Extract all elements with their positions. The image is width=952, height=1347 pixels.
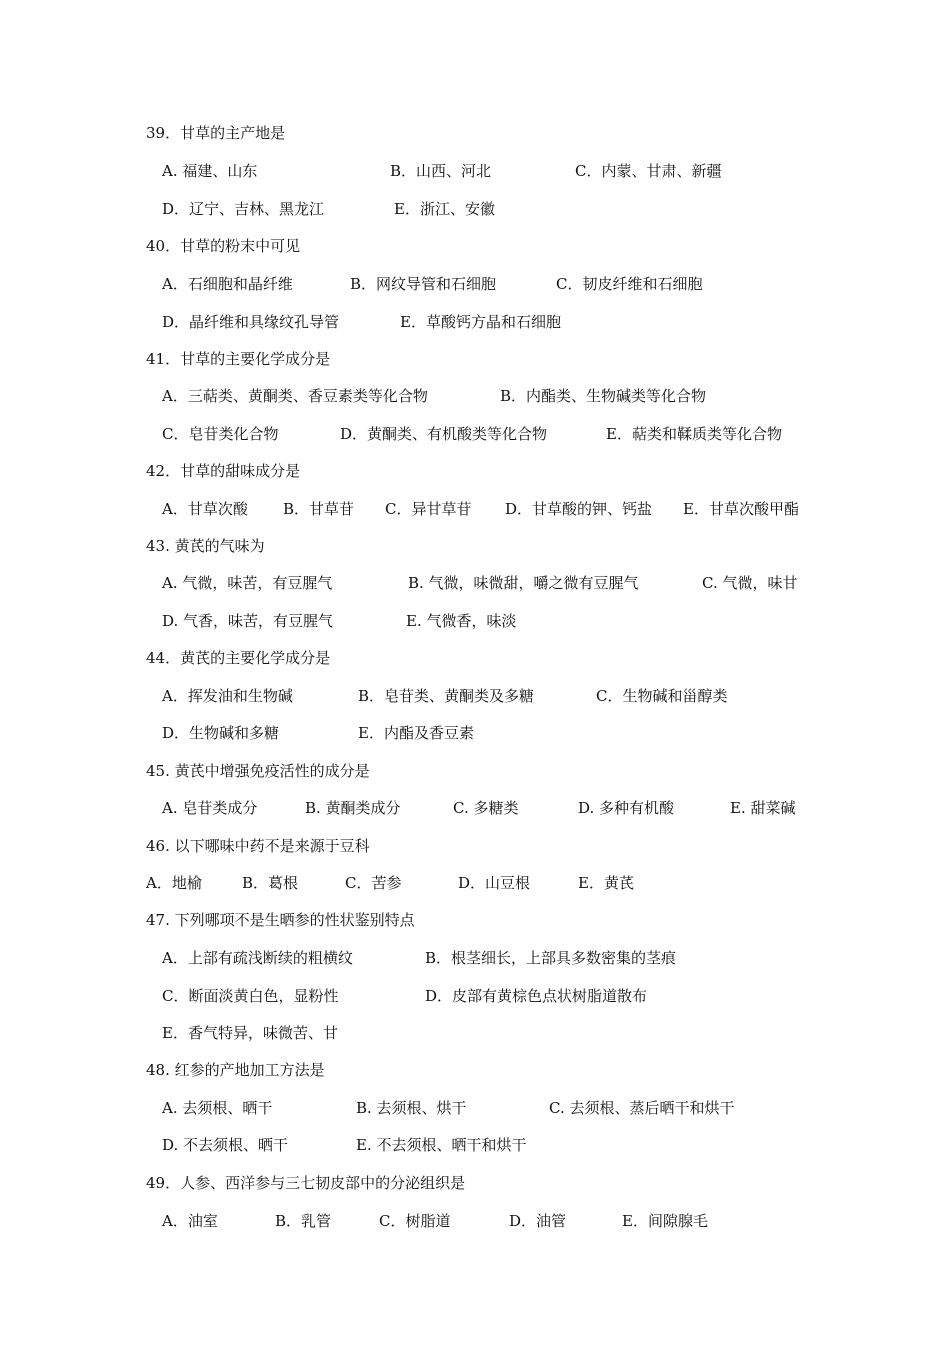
q44-option-c: C．生物碱和甾醇类 bbox=[596, 687, 728, 705]
question-49: 49．人参、西洋参与三七韧皮部中的分泌组织是 bbox=[146, 1174, 466, 1192]
q45-option-e: E. 甜菜碱 bbox=[730, 799, 796, 817]
q49-option-b: B．乳管 bbox=[275, 1212, 332, 1230]
q41-option-d: D．黄酮类、有机酸类等化合物 bbox=[340, 425, 548, 443]
q47-option-b: B．根茎细长，上部具多数密集的茎痕 bbox=[425, 949, 677, 967]
q49-option-e: E．间隙腺毛 bbox=[622, 1212, 708, 1230]
q43-option-c: C. 气微，味甘 bbox=[702, 574, 798, 592]
q39-option-e: E．浙江、安徽 bbox=[394, 200, 495, 218]
q46-option-c: C．苦参 bbox=[345, 874, 402, 892]
q45-option-b: B. 黄酮类成分 bbox=[305, 799, 401, 817]
q42-option-c: C．异甘草苷 bbox=[385, 500, 472, 518]
q43-option-e: E. 气微香，味淡 bbox=[406, 612, 517, 630]
q44-option-b: B．皂苷类、黄酮类及多糖 bbox=[358, 687, 535, 705]
q46-option-b: B．葛根 bbox=[242, 874, 299, 892]
q47-option-e: E．香气特异，味微苦、甘 bbox=[162, 1024, 338, 1042]
q40-option-a: A．石细胞和晶纤维 bbox=[162, 275, 293, 293]
q44-option-a: A．挥发油和生物碱 bbox=[162, 687, 293, 705]
q40-option-e: E．草酸钙方晶和石细胞 bbox=[400, 313, 561, 331]
q48-option-b: B. 去须根、烘干 bbox=[356, 1099, 467, 1117]
question-41: 41．甘草的主要化学成分是 bbox=[146, 350, 331, 368]
question-46: 46. 以下哪味中药不是来源于豆科 bbox=[146, 837, 370, 855]
q42-option-a: A．甘草次酸 bbox=[162, 500, 248, 518]
q48-option-e: E. 不去须根、晒干和烘干 bbox=[356, 1136, 527, 1154]
q40-option-b: B．网纹导管和石细胞 bbox=[350, 275, 497, 293]
question-43: 43. 黄芪的气味为 bbox=[146, 537, 265, 555]
question-44: 44．黄芪的主要化学成分是 bbox=[146, 649, 331, 667]
q43-option-b: B. 气微，味微甜，嚼之微有豆腥气 bbox=[408, 574, 639, 592]
question-47: 47. 下列哪项不是生晒参的性状鉴别特点 bbox=[146, 911, 415, 929]
q40-option-d: D．晶纤维和具缘纹孔导管 bbox=[162, 313, 340, 331]
q48-option-a: A. 去须根、晒干 bbox=[162, 1099, 273, 1117]
q48-option-d: D. 不去须根、晒干 bbox=[162, 1136, 289, 1154]
q47-option-c: C．断面淡黄白色，显粉性 bbox=[162, 987, 339, 1005]
q47-option-a: A．上部有疏浅断续的粗横纹 bbox=[162, 949, 353, 967]
q43-option-a: A. 气微，味苦，有豆腥气 bbox=[162, 574, 333, 592]
q49-option-c: C．树脂道 bbox=[379, 1212, 451, 1230]
question-45: 45. 黄芪中增强免疫活性的成分是 bbox=[146, 762, 370, 780]
q42-option-e: E．甘草次酸甲酯 bbox=[683, 500, 799, 518]
q43-option-d: D. 气香，味苦，有豆腥气 bbox=[162, 612, 334, 630]
q44-option-d: D．生物碱和多糖 bbox=[162, 724, 280, 742]
q41-option-c: C．皂苷类化合物 bbox=[162, 425, 279, 443]
q41-option-a: A．三萜类、黄酮类、香豆素类等化合物 bbox=[162, 387, 428, 405]
q40-option-c: C．韧皮纤维和石细胞 bbox=[556, 275, 703, 293]
q45-option-c: C. 多糖类 bbox=[453, 799, 519, 817]
q46-option-a: A．地榆 bbox=[146, 874, 202, 892]
q42-option-d: D．甘草酸的钾、钙盐 bbox=[505, 500, 653, 518]
q44-option-e: E．内酯及香豆素 bbox=[358, 724, 474, 742]
q39-option-b: B．山西、河北 bbox=[390, 162, 492, 180]
question-40: 40．甘草的粉末中可见 bbox=[146, 237, 301, 255]
q46-option-d: D．山豆根 bbox=[458, 874, 531, 892]
q45-option-d: D. 多种有机酸 bbox=[578, 799, 675, 817]
question-39: 39．甘草的主产地是 bbox=[146, 124, 286, 142]
q39-option-d: D．辽宁、吉林、黑龙江 bbox=[162, 200, 325, 218]
q46-option-e: E．黄芪 bbox=[578, 874, 634, 892]
q47-option-d: D．皮部有黄棕色点状树脂道散布 bbox=[425, 987, 648, 1005]
question-48: 48. 红参的产地加工方法是 bbox=[146, 1061, 325, 1079]
question-42: 42．甘草的甜味成分是 bbox=[146, 462, 301, 480]
q45-option-a: A. 皂苷类成分 bbox=[162, 799, 258, 817]
q48-option-c: C. 去须根、蒸后晒干和烘干 bbox=[549, 1099, 735, 1117]
q41-option-b: B．内酯类、生物碱类等化合物 bbox=[500, 387, 707, 405]
q42-option-b: B．甘草苷 bbox=[283, 500, 355, 518]
q39-option-a: A. 福建、山东 bbox=[162, 162, 258, 180]
q49-option-d: D．油管 bbox=[509, 1212, 567, 1230]
q49-option-a: A．油室 bbox=[162, 1212, 218, 1230]
q39-option-c: C．内蒙、甘肃、新疆 bbox=[575, 162, 722, 180]
q41-option-e: E．萜类和鞣质类等化合物 bbox=[606, 425, 782, 443]
